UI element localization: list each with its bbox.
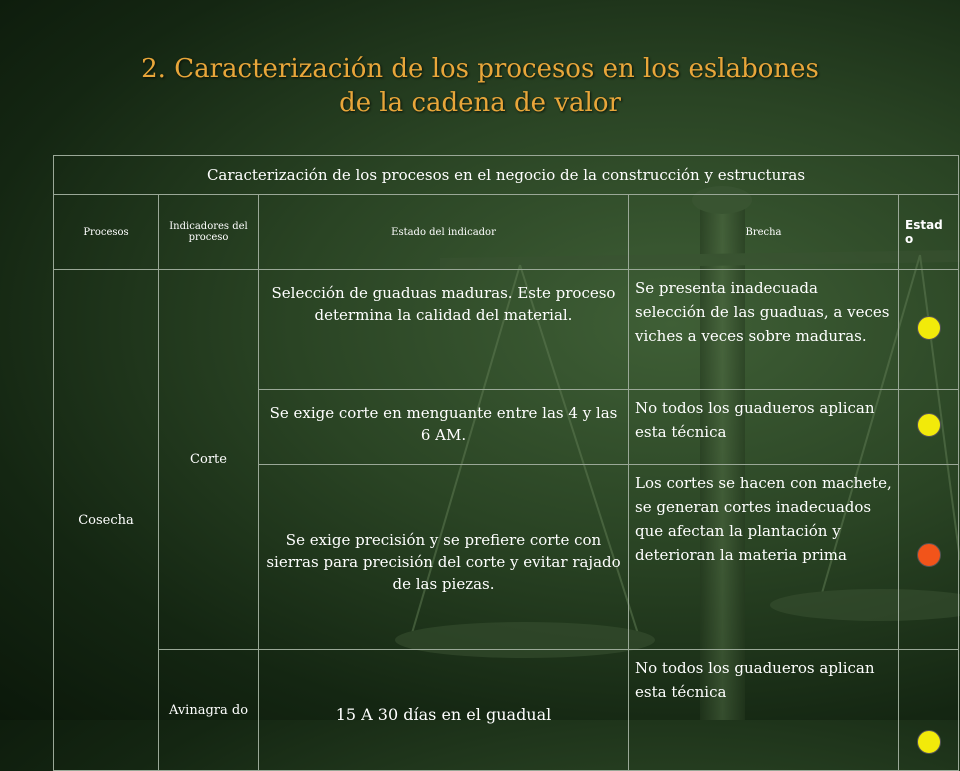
status-cell	[899, 650, 959, 771]
status-indicator-dot	[917, 316, 941, 340]
header-estado: Estad o	[899, 195, 959, 270]
process-characterization-table	[53, 155, 959, 771]
status-cell	[899, 390, 959, 465]
header-procesos: Procesos	[54, 195, 159, 270]
status-cell	[899, 465, 959, 650]
process-cell: Cosecha	[54, 270, 159, 771]
status-indicator-dot	[917, 543, 941, 567]
header-indicadores: Indicadores del proceso	[159, 195, 259, 270]
estado-indicador-cell: Se exige corte en menguante entre las 4 y las 6 AM.	[259, 390, 629, 465]
table-caption: Caracterización de los procesos en el negocio de la construcción y estructuras	[54, 156, 959, 195]
slide-title-line-1: 2. Caracterización de los procesos en los eslabones	[141, 54, 819, 84]
header-estado-indicador: Estado del indicador	[259, 195, 629, 270]
status-cell	[899, 270, 959, 390]
brecha-cell: Los cortes se hacen con machete, se generan cortes inadecuados que afectan la plantación y deterioran la materia prima	[629, 465, 899, 650]
brecha-cell: No todos los guadueros aplican esta técnica	[629, 390, 899, 465]
brecha-cell: No todos los guadueros aplican esta técnica	[629, 650, 899, 771]
slide-title-line-2: de la cadena de valor	[339, 88, 621, 118]
slide-title	[0, 52, 960, 120]
estado-indicador-cell: Se exige precisión y se prefiere corte con sierras para precisión del corte y evitar rajado de las piezas.	[259, 465, 629, 650]
estado-indicador-cell: Selección de guaduas maduras. Este proceso determina la calidad del material.	[259, 270, 629, 390]
status-indicator-dot	[917, 730, 941, 754]
indicator-cell-corte: Corte	[159, 270, 259, 650]
header-brecha: Brecha	[629, 195, 899, 270]
status-indicator-dot	[917, 413, 941, 437]
estado-indicador-cell: 15 A 30 días en el guadual	[259, 650, 629, 771]
indicator-cell-avinagrado: Avinagra do	[159, 650, 259, 771]
brecha-cell: Se presenta inadecuada selección de las guaduas, a veces viches a veces sobre maduras.	[629, 270, 899, 390]
